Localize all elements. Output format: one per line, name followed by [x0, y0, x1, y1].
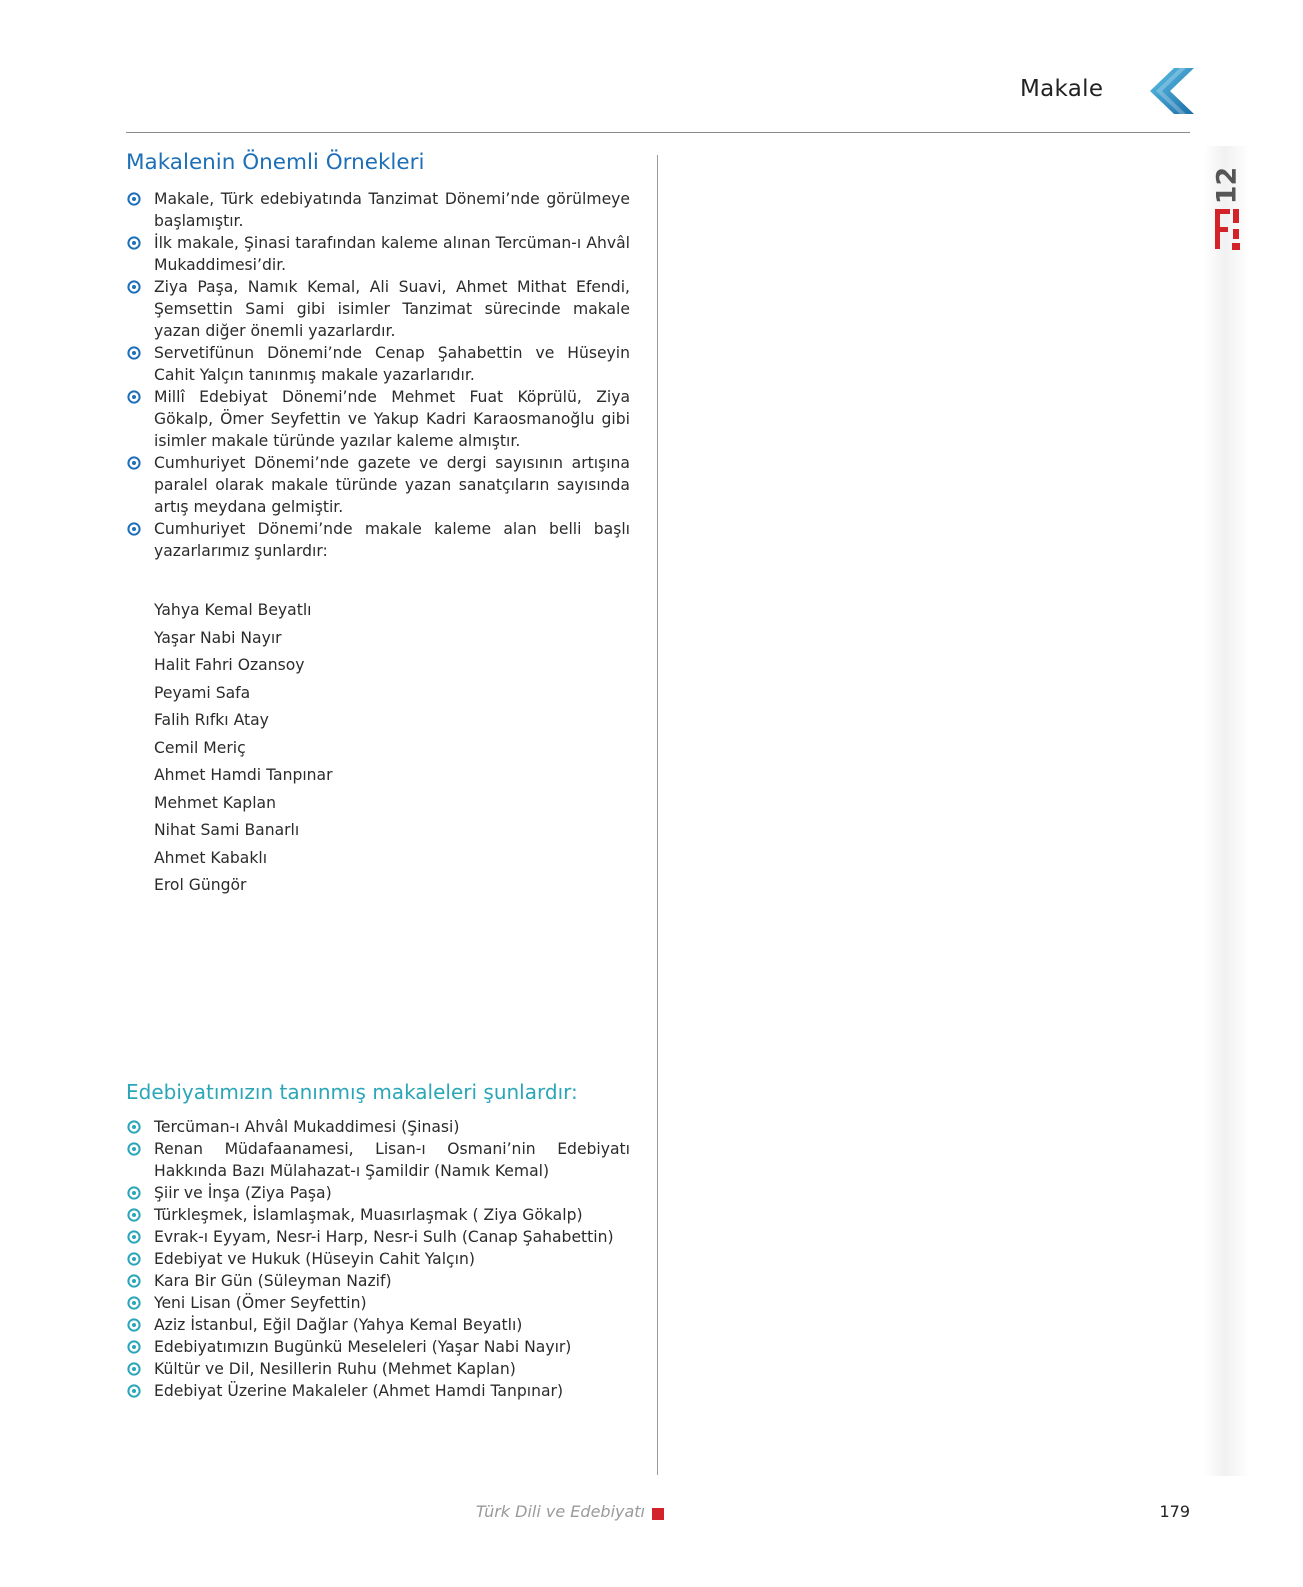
examples-bullet-list — [126, 188, 630, 562]
footer-book-title: Türk Dili ve Edebiyatı — [475, 1502, 645, 1521]
author-name: Falih Rıfkı Atay — [154, 711, 269, 729]
list-item-text: Tercüman-ı Ahvâl Mukaddimesi (Şinasi) — [154, 1118, 460, 1136]
target-circle-icon — [127, 1230, 141, 1244]
list-item-text: Ziya Paşa, Namık Kemal, Ali Suavi, Ahmet Mithat Efendi, Şemsettin Sami gibi isimler Tanzimat sürecinde makale yazan diğer önemli yazarlardır. — [154, 278, 630, 340]
list-item — [126, 1292, 630, 1314]
target-circle-icon — [127, 346, 141, 360]
list-item — [126, 1314, 630, 1336]
author-name: Ahmet Hamdi Tanpınar — [154, 766, 333, 784]
list-item-text: Edebiyat ve Hukuk (Hüseyin Cahit Yalçın) — [154, 1250, 475, 1268]
list-item — [126, 1336, 630, 1358]
footer-square-icon — [652, 1508, 664, 1520]
list-item — [126, 1204, 630, 1226]
section-heading-famous-articles: Edebiyatımızın tanınmış makaleleri şunlardır: — [126, 1080, 578, 1104]
section-heading-examples: Makalenin Önemli Örnekleri — [126, 150, 425, 175]
page-number: 179 — [1159, 1502, 1190, 1521]
list-item-text: Makale, Türk edebiyatında Tanzimat Dönemi’nde görülmeye başlamıştır. — [154, 190, 630, 230]
target-circle-icon — [127, 1384, 141, 1398]
target-circle-icon — [127, 390, 141, 404]
list-item — [126, 1270, 630, 1292]
list-item — [126, 1380, 630, 1402]
list-item — [126, 1248, 630, 1270]
list-item-text: Edebiyat Üzerine Makaleler (Ahmet Hamdi Tanpınar) — [154, 1382, 564, 1400]
list-item — [126, 232, 630, 276]
list-item-text: Renan Müdafaanamesi, Lisan-ı Osmani’nin Edebiyatı Hakkında Bazı Mülahazat-ı Şamildir (Namık Kemal) — [154, 1140, 630, 1180]
author-name: Erol Güngör — [154, 876, 247, 894]
target-circle-icon — [127, 236, 141, 250]
target-circle-icon — [127, 456, 141, 470]
famous-articles-bullet-list — [126, 1116, 630, 1402]
authors-name-list — [154, 599, 333, 902]
target-circle-icon — [127, 1142, 141, 1156]
page-header-title: Makale — [1020, 76, 1104, 102]
list-item-text: Kara Bir Gün (Süleyman Nazif) — [154, 1272, 392, 1290]
list-item-text: Kültür ve Dil, Nesillerin Ruhu (Mehmet Kaplan) — [154, 1360, 516, 1378]
list-item — [126, 342, 630, 386]
publisher-logo-icon — [1213, 205, 1243, 253]
list-item-text: Türkleşmek, İslamlaşmak, Muasırlaşmak ( Ziya Gökalp) — [154, 1206, 583, 1224]
author-name: Yahya Kemal Beyatlı — [154, 601, 312, 619]
target-circle-icon — [127, 1120, 141, 1134]
author-name: Cemil Meriç — [154, 738, 246, 757]
author-name: Nihat Sami Banarlı — [154, 821, 300, 839]
list-item-text: Millî Edebiyat Dönemi’nde Mehmet Fuat Köprülü, Ziya Gökalp, Ömer Seyfettin ve Yakup Kadri Karaosmanoğlu gibi isimler makale türünde yazılar kaleme almıştır. — [154, 388, 630, 450]
side-strip — [1204, 146, 1250, 1476]
target-circle-icon — [127, 1296, 141, 1310]
list-item — [126, 1226, 630, 1248]
author-name: Peyami Safa — [154, 683, 251, 702]
header-rule — [126, 132, 1190, 133]
target-circle-icon — [127, 1340, 141, 1354]
list-item-text: Şiir ve İnşa (Ziya Paşa) — [154, 1184, 332, 1202]
list-item-text: Cumhuriyet Dönemi’nde gazete ve dergi sayısının artışına paralel olarak makale türünde yazan sanatçıların sayısında artış meydana gelmiştir. — [154, 454, 630, 516]
target-circle-icon — [127, 1208, 141, 1222]
column-divider — [657, 155, 658, 1475]
target-circle-icon — [127, 1186, 141, 1200]
author-name: Yaşar Nabi Nayır — [154, 628, 282, 647]
chevron-left-icon — [1150, 68, 1194, 114]
list-item — [126, 188, 630, 232]
target-circle-icon — [127, 1318, 141, 1332]
grade-label — [1211, 150, 1243, 260]
target-circle-icon — [127, 1362, 141, 1376]
list-item — [126, 1116, 630, 1138]
author-name: Ahmet Kabaklı — [154, 848, 268, 867]
grade-number: 12 — [1211, 166, 1243, 205]
target-circle-icon — [127, 280, 141, 294]
author-name: Halit Fahri Ozansoy — [154, 656, 305, 674]
list-item-text: Cumhuriyet Dönemi’nde makale kaleme alan belli başlı yazarlarımız şunlardır: — [154, 520, 630, 560]
list-item-text: Edebiyatımızın Bugünkü Meseleleri (Yaşar Nabi Nayır) — [154, 1338, 572, 1356]
list-item-text: Evrak-ı Eyyam, Nesr-i Harp, Nesr-i Sulh (Canap Şahabettin) — [154, 1228, 614, 1246]
target-circle-icon — [127, 1252, 141, 1266]
list-item-text: Yeni Lisan (Ömer Seyfettin) — [154, 1294, 367, 1312]
author-name: Mehmet Kaplan — [154, 793, 276, 812]
list-item-text: İlk makale, Şinasi tarafından kaleme alınan Tercüman-ı Ahvâl Mukaddimesi’dir. — [154, 234, 630, 274]
list-item — [126, 518, 630, 562]
list-item — [126, 386, 630, 452]
list-item — [126, 452, 630, 518]
list-item — [126, 1138, 630, 1182]
list-item — [126, 276, 630, 342]
list-item-text: Servetifünun Dönemi’nde Cenap Şahabettin ve Hüseyin Cahit Yalçın tanınmış makale yazarlarıdır. — [154, 344, 630, 384]
target-circle-icon — [127, 1274, 141, 1288]
list-item — [126, 1358, 630, 1380]
list-item-text: Aziz İstanbul, Eğil Dağlar (Yahya Kemal Beyatlı) — [154, 1316, 523, 1334]
list-item — [126, 1182, 630, 1204]
target-circle-icon — [127, 192, 141, 206]
target-circle-icon — [127, 522, 141, 536]
